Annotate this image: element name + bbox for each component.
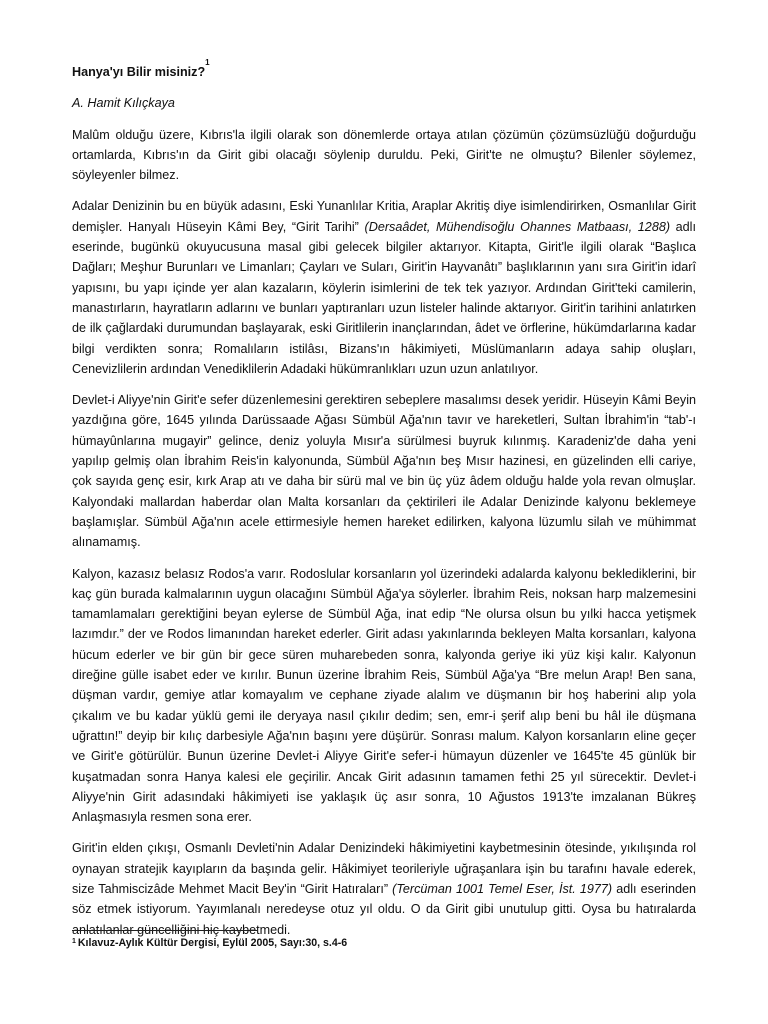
paragraph-3: Devlet-i Aliyye'nin Girit'e sefer düzenlemesini gerektiren sebeplere masalımsı desek yeridir. Hüseyin Kâmi Beyin yazdığına göre, 1645 yılında Darüssaade Ağası Sümbül Ağa'nın tavır ve hareketleri, Sultan İbrahim'in “tab'-ı hümayûnlarına mugayir” gelince, deniz yoluyla Mısır'a sürülmesi buyruk kılınmış. Karadeniz'de daha yeni yapılıp gelmiş olan İbrahim Reis'in kalyonunda, Sümbül Ağa'nın beş Mısır hazinesi, en güzelinden elli cariye, çok sayıda genç esir, kırk Arap atı ve daha bir sürü mal ve bin üç yüz âdem olduğu halde yola revan olmuşlar. Kalyondaki mallardan haberdar olan Malta korsanları da çektirileri ile Adalar Denizinde kalyonu beklemeye başlamışlar. Sümbül Ağa'nın acele ettirmesiyle hemen hareket edilirken, kalyona lüzumlu silah ve mühimmat alınamamış. <box>72 393 696 550</box>
document-title <box>72 58 696 82</box>
author-name: A. Hamit Kılıçkaya <box>72 96 175 111</box>
paragraph-5-text-b: adlı eserinden söz etmek istiyorum. Yayımlanalı neredeyse otuz yıl oldu. O da Girit gibi unutulup gitti. Oysa bu hatıralarda anlatılanlar güncelliğini hiç kaybetmedi. <box>72 881 696 937</box>
paragraph-2-text-a: Adalar Denizinin bu en büyük adasını, Eski Yunanlılar Kritia, Araplar Akritiş diye isimlendirirken, Osmanlılar Girit demişler. Hanyalı Hüseyin Kâmi Bey, “Girit Tarihi” <box>72 199 696 234</box>
document-page <box>72 58 696 951</box>
footnote-text: Kılavuz-Aylık Kültür Dergisi, Eylül 2005, Sayı:30, s.4-6 <box>77 937 348 949</box>
title-text: Hanya'yı Bilir misiniz? <box>72 65 206 79</box>
title-footnote-mark: 1 <box>205 58 210 67</box>
paragraph-5-citation: (Tercüman 1001 Temel Eser, İst. 1977) <box>392 881 613 896</box>
paragraph-2-text-b: adlı eserinde, bugünkü okuyucusuna masal gibi gelecek bilgiler aktarıyor. Kitapta, Girit'le ilgili olarak “Başlıca Dağları; Meşhur Burunları ve Limanları; Çayları ve Suları, Girit'in Hayvanâtı” başlıklarının yanı sıra Girit'in idarî yapısını, bu yapı içinde yer alan kazaların, köylerin isimlerini de tek tek yazıyor. Ardından Girit'teki camilerin, manastırların, hayratların adlarını ve bunları yaptıranları uzun listeler halinde aktarıyor. Girit'in tarihini anlatırken de ilk çağlardaki durumundan başlayarak, eski Giritlilerin inançlarından, âdet ve örflerine, hükümdarlarına kadar bilgi verdikten sonra; Romalıların istilâsı, Bizans'ın hâkimiyeti, Müslümanların adaya sahip oluşları, Cenevizlilerin ardından Venediklilerin Adadaki hükümranlıkları uzun uzun anlatılıyor. <box>72 219 696 376</box>
paragraph-2 <box>72 196 696 379</box>
paragraph-2-citation: (Dersaâdet, Mühendisoğlu Ohannes Matbaası, 1288) <box>364 219 671 234</box>
footnote-mark: 1 <box>72 938 76 945</box>
paragraph-1: Malûm olduğu üzere, Kıbrıs'la ilgili olarak son dönemlerde ortaya atılan çözümün çözümsüzlüğü doğurduğu ortamlarda, Kıbrıs'ın da Girit gibi olacağı söylenip duruldu. Peki, Girit'te ne olmuştu? Bilenler söylemez, söyleyenler bilmez. <box>72 127 696 183</box>
paragraph-5-text-a: Girit'in elden çıkışı, Osmanlı Devleti'nin Adalar Denizindeki hâkimiyetini kaybetmesinin ötesinde, yıkılışında rol oynayan stratejik kayıpların da başında gelir. Hâkimiyet teorileriyle uğraşanlara işin bu tarafını havale ederek, size Tahmiscizâde Mehmet Macit Bey'in “Girit Hatıraları” <box>72 841 696 896</box>
paragraph-4: Kalyon, kazasız belasız Rodos'a varır. Rodoslular korsanların yol üzerindeki adalarda kalyonu beklediklerini, bir kaç gün burada kalmalarının uygun olacağını Sümbül Ağa'ya söylerler. İbrahim Reis, noksan harp malzemesini tamamlamaları gerektiğini beyan eylerse de Sümbül Ağa, inat edip “Ne olursa olsun bu yılki hacca yetişmek lazımdır.” der ve Rodos limanından hareket ederler. Girit adası yakınlarında bekleyen Malta korsanları, kalyona hücum ederler ve bir gün bir gece süren muharebeden sonra, kalyonda geriye iki yüz kişi kalır. Kalyonun direğine gülle isabet eder ve kırılır. Bunun üzerine İbrahim Reis, Sümbül Ağa'ya “Bre melun Arap! Ben sana, düşman vardır, gemiye atlar komayalım ve cephane ziyade alalım ve düşmanın bir hoş haberini alıp yola çıkalım ve bu kadar yüklü gemi ile deryaya nasıl çıkılır dedim; sen, emr-i şerif alıp beni bu hâl ile düşmana uğrattın!” deyip bir kılıç darbesiyle Ağa'nın başını yere düşürür. Sonrası malum. Kalyon korsanların eline geçer ve Girit'e götürülür. Bunun üzerine Devlet-i Aliyye Girit'e sefer-i hümayun düzenler ve 1645'te 45 günlük bir kuşatmadan sonra Hanya kalesi ele geçirilir. Ancak Girit adasının tamamen fethi 25 yıl sürecektir. Devlet-i Aliyye'nin Girit adasındaki hâkimiyeti ise yaklaşık üç asır sonra, 10 Ağustos 1913'te imzalanan Bükreş Anlaşmasıyla resmen sona erer. <box>72 566 696 825</box>
footnote <box>72 936 696 950</box>
footnote-separator <box>72 930 258 931</box>
paragraph-5 <box>72 838 696 939</box>
